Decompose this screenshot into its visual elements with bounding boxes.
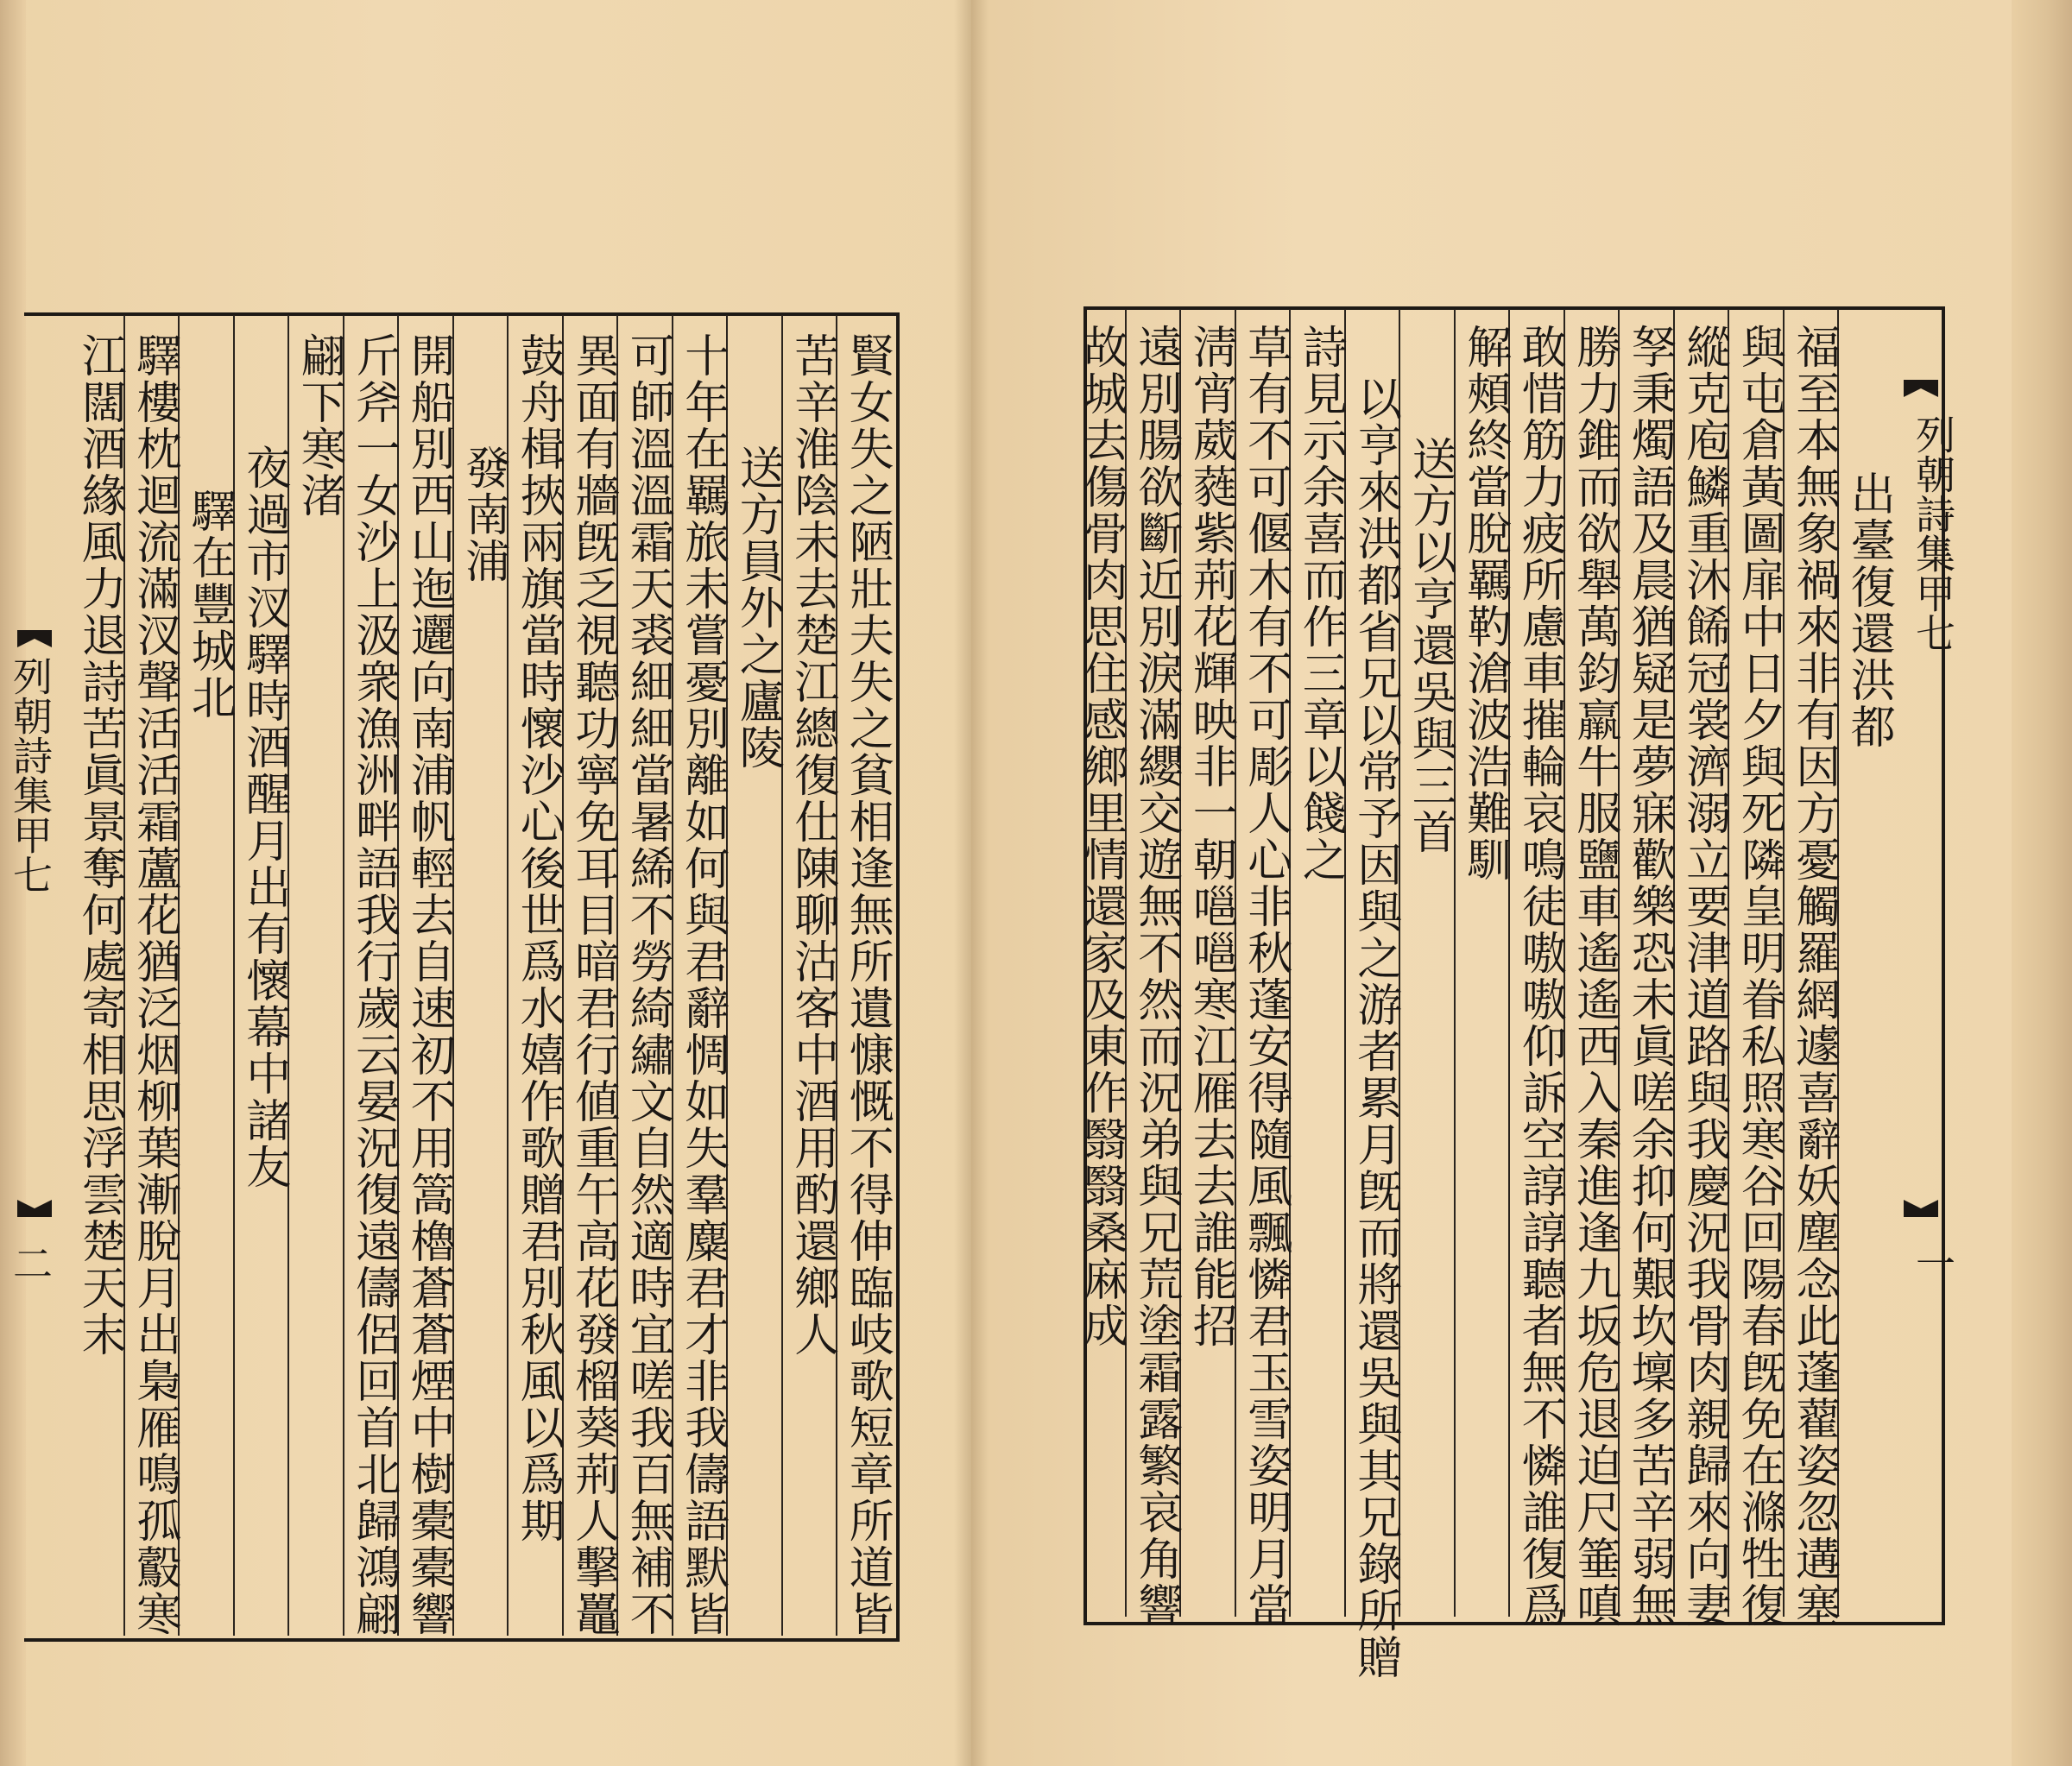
right-page-column: 遠別腸欲斷近別淚滿纓交遊無不然而況弟與兄荒塗霜露繁哀角響 bbox=[1129, 324, 1182, 1629]
right-page-column: 草有不可偃木有不可彫人心非秋蓬安得隨風飄憐君玉雪姿明月當 bbox=[1239, 324, 1292, 1629]
left-fishtail-top-icon bbox=[17, 630, 52, 647]
left-page-column: 驛樓枕迴流滿汊聲活活霜蘆花猶泛烟柳葉漸脫月出梟雁鳴孤鷇寒 bbox=[128, 332, 180, 1637]
left-page-column: 江闊酒緣風力退詩苦眞景奪何處寄相思浮雲楚天末 bbox=[73, 332, 126, 1358]
right-banxin-page: 一 bbox=[1910, 1243, 1956, 1283]
left-page-column: 發南浦 bbox=[457, 445, 509, 584]
right-banxin-title: 列朝詩集甲七 bbox=[1910, 414, 1956, 653]
right-page-column: 以亨來洪都省兄以常予因與之游者累月旣而將還吳與其兄錄所贈 bbox=[1349, 375, 1401, 1681]
left-fishtail-bottom-icon bbox=[17, 1200, 52, 1217]
left-page-column: 苦辛淮陰未去楚江總復仕陳聊沽客中酒用酌還鄉人 bbox=[786, 332, 838, 1358]
book-gutter bbox=[954, 0, 989, 1766]
left-page-column: 可師溫溫霜天裘細細當暑絺不勞綺繡文自然適時宜嗟我百無補不 bbox=[622, 332, 674, 1637]
right-page-column: 淸宵葳蕤紫荊花輝映非一朝嗈嗈寒江雁去去誰能招 bbox=[1184, 324, 1237, 1349]
right-page-column: 縱克庖鱗重沐餙冠裳濟溺立要津道路與我慶況我骨肉親歸來向妻 bbox=[1677, 324, 1730, 1629]
right-page-column: 勝力錐而欲舉萬鈞羸牛服鹽車遙遙西入秦進逢九坂危退迫尺箠嗔 bbox=[1568, 324, 1620, 1629]
left-page-column: 驛在豐城北 bbox=[183, 488, 236, 721]
left-page-column: 開船別西山迤邐向南浦帆輕去自速初不用篙櫓蒼蒼煙中樹橐橐響 bbox=[402, 332, 455, 1637]
right-page-column: 敢惜筋力疲所慮車摧輪哀鳴徒嗷嗷仰訴空諄諄聽者無不憐誰復爲 bbox=[1513, 324, 1566, 1629]
right-page-edge bbox=[2012, 0, 2072, 1766]
left-page-column: 翩下寒渚 bbox=[293, 332, 345, 519]
left-page-column: 斤斧一女沙上汲衆漁洲畔語我行歲云晏況復遠儔侶回首北歸鴻翩 bbox=[347, 332, 400, 1637]
right-page-column: 故城去傷骨肉思住感鄉里情還家及東作翳翳桑麻成 bbox=[1075, 324, 1128, 1349]
right-fishtail-bottom-icon bbox=[1904, 1200, 1938, 1217]
right-fishtail-top-icon bbox=[1904, 380, 1938, 397]
right-page-column: 送方以亨還吳與三首 bbox=[1404, 436, 1456, 855]
left-page-column: 送方員外之廬陵 bbox=[731, 445, 784, 771]
left-banxin-title: 列朝詩集甲七 bbox=[7, 656, 54, 894]
right-page-column: 出臺復還洪都 bbox=[1842, 470, 1895, 750]
right-page-column: 孥秉燭語及晨猶疑是夢寐歡樂恐未眞嗟余抑何艱坎壈多苦辛弱無 bbox=[1623, 324, 1676, 1629]
right-page-column: 詩見示余喜而作三章以餞之 bbox=[1294, 324, 1347, 883]
right-page-column: 解頰終當脫羈靮滄波浩難馴 bbox=[1458, 324, 1511, 883]
left-page-column: 賢女失之陋壯夫失之貧相逢無所遺慷慨不得伸臨岐歌短章所道皆 bbox=[841, 332, 894, 1637]
left-page-column: 夜過市汊驛時酒醒月出有懷幕中諸友 bbox=[237, 445, 290, 1190]
left-page-column: 鼓舟楫挾兩旗當時懷沙心後世爲水嬉作歌贈君別秋風以爲期 bbox=[512, 332, 565, 1544]
right-page-column: 與屯倉黃圖扉中日夕與死隣皇明眷私照寒谷回陽春旣免在滌牲復 bbox=[1733, 324, 1785, 1629]
left-banxin-page: 二 bbox=[7, 1243, 54, 1283]
left-page-column: 十年在羈旅未嘗憂別離如何與君辭惆如失羣麋君才非我儔語默皆 bbox=[676, 332, 729, 1637]
left-page-column: 異面有牆旣乏視聽功寧免耳目暗君行値重午高花發榴葵荊人擊鼉 bbox=[566, 332, 619, 1637]
right-page-column: 福至本無象禍來非有因方憂觸羅網遽喜辭妖塵念此蓬藋姿忽遘塞 bbox=[1787, 324, 1840, 1629]
